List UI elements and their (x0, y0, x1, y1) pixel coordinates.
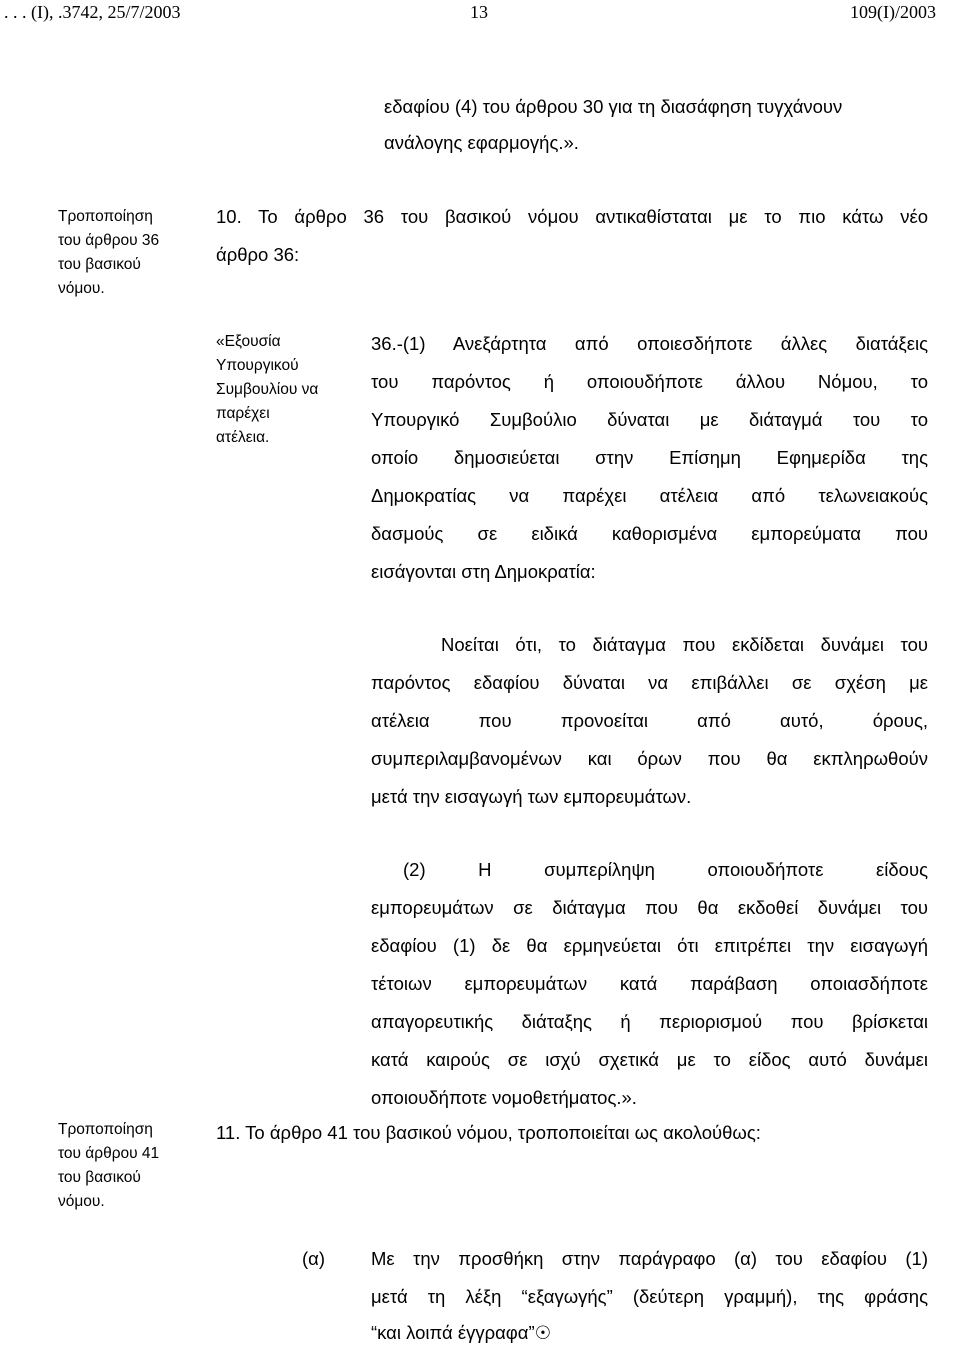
margin-note-amendment-36 (58, 205, 208, 301)
proviso-line: συμπεριλαμβανομένων και όρων που θα εκπληρωθούν (371, 748, 928, 769)
article-36-2-line: κατά καιρούς σε ισχύ σχετικά με το είδος αυτό δυνάμει (371, 1049, 928, 1070)
margin-note-line: Τροποποίηση (58, 1121, 153, 1138)
margin-note-line: «Εξουσία (216, 333, 281, 350)
article-36-2-line: (2) Η συμπερίληψη οποιουδήποτε είδους (403, 859, 928, 880)
margin-note-line: του άρθρου 36 (58, 232, 160, 249)
margin-note-line: παρέχει (216, 405, 270, 422)
margin-note-line: νόμου. (58, 280, 105, 297)
proviso-line: Νοείται ότι, το διάταγμα που εκδίδεται δυνάμει του (441, 634, 928, 655)
article-36-2-line: απαγορευτικής διάταξης ή περιορισμού που βρίσκεται (371, 1011, 928, 1032)
section-11-line: 11. Το άρθρο 41 του βασικού νόμου, τροποποιείται ως ακολούθως: (216, 1122, 761, 1143)
header-law-number: 109(Ι)/2003 (850, 2, 936, 22)
article-36-1-line: του παρόντος ή οποιουδήποτε άλλου Νόμου, το (371, 371, 928, 392)
margin-note-line: του βασικού (58, 1169, 141, 1186)
item-a-line: “και λοιπά έγγραφα”☉ (371, 1322, 552, 1343)
article-36-1-line: δασμούς σε ειδικά καθορισμένα εμπορεύματα που (371, 523, 928, 544)
article-36-1-line: εισάγονται στη Δημοκρατία: (371, 561, 596, 582)
intro-line: ανάλογης εφαρμογής.». (384, 132, 579, 153)
item-a-label: (α) (302, 1248, 326, 1269)
article-36-2-line: οποιουδήποτε νομοθετήματος.». (371, 1087, 637, 1108)
article-36-1-line: 36.-(1) Ανεξάρτητα από οποιεσδήποτε άλλες διατάξεις (371, 333, 928, 354)
article-36-2-line: εμπορευμάτων σε διάταγμα που θα εκδοθεί δυνάμει του (371, 897, 928, 918)
margin-note-line: Συμβουλίου να (216, 381, 319, 398)
margin-note-line: του άρθρου 41 (58, 1145, 160, 1162)
article-36-1-line: οποίο δημοσιεύεται στην Επίσημη Εφημερίδα της (371, 447, 928, 468)
item-a-line: Με την προσθήκη στην παράγραφο (α) του εδαφίου (1) (371, 1248, 928, 1269)
margin-note-line: νόμου. (58, 1193, 105, 1210)
margin-note-line: ατέλεια. (216, 429, 270, 446)
margin-note-line: Τροποποίηση (58, 208, 153, 225)
margin-note-line: Υπουργικού (216, 357, 299, 374)
proviso-line: μετά την εισαγωγή των εμπορευμάτων. (371, 786, 692, 807)
margin-note-line: του βασικού (58, 256, 141, 273)
article-36-2-line: τέτοιων εμπορευμάτων κατά παράβαση οποιασδήποτε (371, 973, 928, 994)
intro-line: εδαφίου (4) του άρθρου 30 για τη διασάφηση τυγχάνουν (384, 96, 843, 117)
article-36-1-line: Υπουργικό Συμβούλιο δύναται με διάταγμά του το (371, 409, 928, 430)
section-10-line: 10. Το άρθρο 36 του βασικού νόμου αντικαθίσταται με το πιο κάτω νέο (216, 206, 928, 227)
margin-note-amendment-41 (58, 1118, 208, 1214)
article-36-2-line: εδαφίου (1) δε θα ερμηνεύεται ότι επιτρέπει την εισαγωγή (371, 935, 928, 956)
section-10-line: άρθρο 36: (216, 244, 300, 265)
item-a-line: μετά τη λέξη “εξαγωγής” (δεύτερη γραμμή), της φράσης (371, 1286, 928, 1307)
article-36-1-line: Δημοκρατίας να παρέχει ατέλεια από τελωνειακούς (371, 485, 928, 506)
header-gazette-ref: . . . (Ι), .3742, 25/7/2003 (4, 2, 181, 22)
proviso-line: παρόντος εδαφίου δύναται να επιβάλλει σε σχέση με (371, 672, 928, 693)
margin-note-power-council (216, 330, 346, 450)
proviso-line: ατέλεια που προνοείται από αυτό, όρους, (371, 710, 928, 731)
page-number: 13 (470, 2, 488, 22)
